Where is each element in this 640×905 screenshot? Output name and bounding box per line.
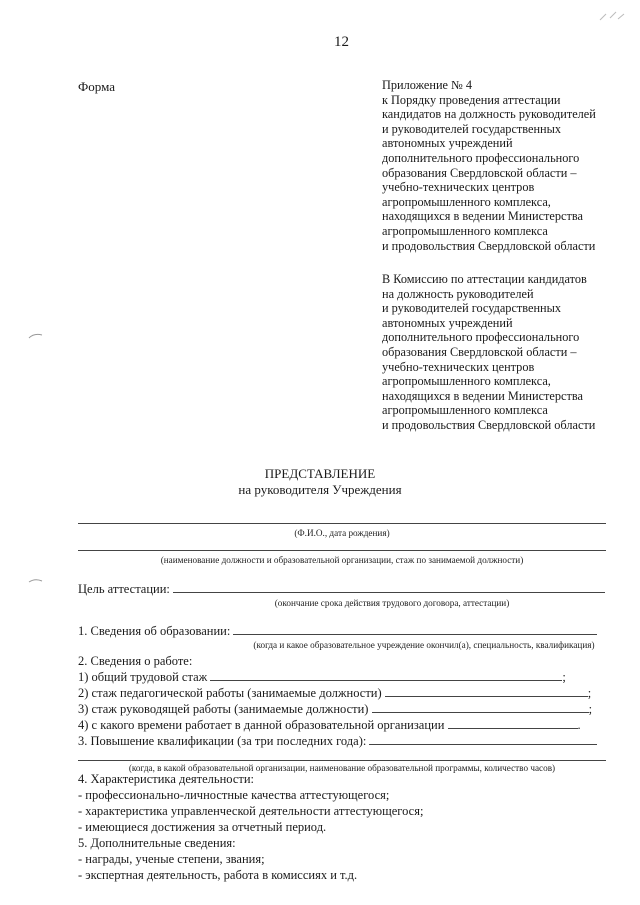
goal-label: Цель аттестации:	[78, 582, 170, 596]
appendix-line: агропромышленного комплекса,	[382, 194, 551, 209]
semicolon: ;	[588, 702, 593, 716]
education-field[interactable]	[233, 625, 597, 635]
goal-field[interactable]	[173, 583, 605, 593]
qualification-caption: (когда, в какой образовательной организации, наименование образовательной программы, количество часов)	[128, 763, 556, 773]
form-label: Форма	[78, 79, 115, 94]
total-exp-row	[78, 670, 566, 685]
section4-item: - характеристика управленческой деятельности аттестующегося;	[78, 804, 424, 818]
addressee-line: образования Свердловской области –	[382, 344, 577, 359]
ped-exp-row	[78, 686, 591, 701]
fio-caption: (Ф.И.О., дата рождения)	[294, 528, 390, 538]
addressee-line: дополнительного профессионального	[382, 330, 580, 345]
section5-item: - награды, ученые степени, звания;	[78, 852, 265, 866]
addressee-line: на должность руководителей	[382, 286, 534, 301]
addressee-line: учебно-технических центров	[382, 359, 535, 374]
education-label: 1. Сведения об образовании:	[78, 624, 231, 638]
appendix-line: находящихся в ведении Министерства	[382, 209, 583, 224]
scan-mark	[28, 332, 44, 340]
appendix-line: автономных учреждений	[382, 136, 513, 151]
section5-item: - экспертная деятельность, работа в комиссиях и т.д.	[78, 868, 358, 882]
mgmt-exp-label: 3) стаж руководящей работы (занимаемые должности)	[78, 702, 369, 716]
appendix-line: кандидатов на должность руководителей	[382, 107, 596, 122]
addressee-line: и руководителей государственных	[382, 301, 562, 316]
addressee-line: автономных учреждений	[382, 315, 513, 330]
semicolon: ;	[562, 670, 566, 684]
mgmt-exp-row	[78, 702, 592, 717]
document-title: ПРЕДСТАВЛЕНИЕ	[264, 466, 376, 481]
fio-line[interactable]	[78, 523, 606, 524]
qualification-field[interactable]	[369, 735, 597, 745]
appendix-line: и продовольствия Свердловской области	[382, 238, 596, 253]
work-heading: 2. Сведения о работе:	[78, 654, 193, 668]
addressee-line: В Комиссию по аттестации кандидатов	[382, 272, 587, 286]
mgmt-exp-field[interactable]	[372, 703, 589, 713]
education-caption: (когда и какое образовательное учреждение окончил(а), специальность, квалификация)	[253, 640, 595, 650]
appendix-line: дополнительного профессионального	[382, 150, 580, 165]
period: .	[577, 718, 581, 732]
qualification-label: 3. Повышение квалификации (за три последних года):	[78, 734, 367, 748]
appendix-block	[382, 78, 632, 253]
appendix-line: Приложение № 4	[382, 78, 473, 92]
education-row	[78, 624, 597, 639]
contract-caption: (окончание срока действия трудового договора, аттестации)	[274, 598, 510, 608]
ped-exp-field[interactable]	[385, 687, 588, 697]
goal-row	[78, 582, 605, 597]
appendix-line: образования Свердловской области –	[382, 165, 577, 180]
appendix-line: и руководителей государственных	[382, 121, 562, 136]
page-number: 12	[334, 34, 349, 50]
addressee-line: агропромышленного комплекса	[382, 403, 548, 418]
position-caption: (наименование должности и образовательной организации, стаж по занимаемой должности)	[160, 555, 524, 565]
qualification-row	[78, 734, 597, 749]
document-subtitle: на руководителя Учреждения	[238, 482, 402, 497]
section4-heading: 4. Характеристика деятельности:	[78, 772, 255, 786]
position-line[interactable]	[78, 550, 606, 551]
total-exp-field[interactable]	[210, 671, 562, 681]
section4-item: - профессионально-личностные качества аттестующегося;	[78, 788, 390, 802]
since-field[interactable]	[448, 719, 578, 729]
appendix-line: учебно-технических центров	[382, 180, 535, 195]
addressee-line: находящихся в ведении Министерства	[382, 388, 583, 403]
addressee-line: и продовольствия Свердловской области	[382, 417, 596, 432]
section4-item: - имеющиеся достижения за отчетный период.	[78, 820, 327, 834]
section5-heading: 5. Дополнительные сведения:	[78, 836, 236, 850]
addressee-line: агропромышленного комплекса,	[382, 374, 551, 389]
semicolon: ;	[587, 686, 592, 700]
appendix-line: агропромышленного комплекса	[382, 223, 548, 238]
scan-mark	[598, 10, 626, 22]
total-exp-label: 1) общий трудовой стаж	[78, 670, 208, 684]
appendix-line: к Порядку проведения аттестации	[382, 92, 561, 107]
addressee-block	[382, 272, 632, 433]
ped-exp-label: 2) стаж педагогической работы (занимаемые должности)	[78, 686, 382, 700]
qualification-line[interactable]	[78, 760, 606, 761]
since-label: 4) с какого времени работает в данной образовательной организации	[78, 718, 445, 732]
scan-mark	[28, 577, 44, 585]
since-row	[78, 718, 581, 733]
document-title-block	[0, 466, 640, 498]
